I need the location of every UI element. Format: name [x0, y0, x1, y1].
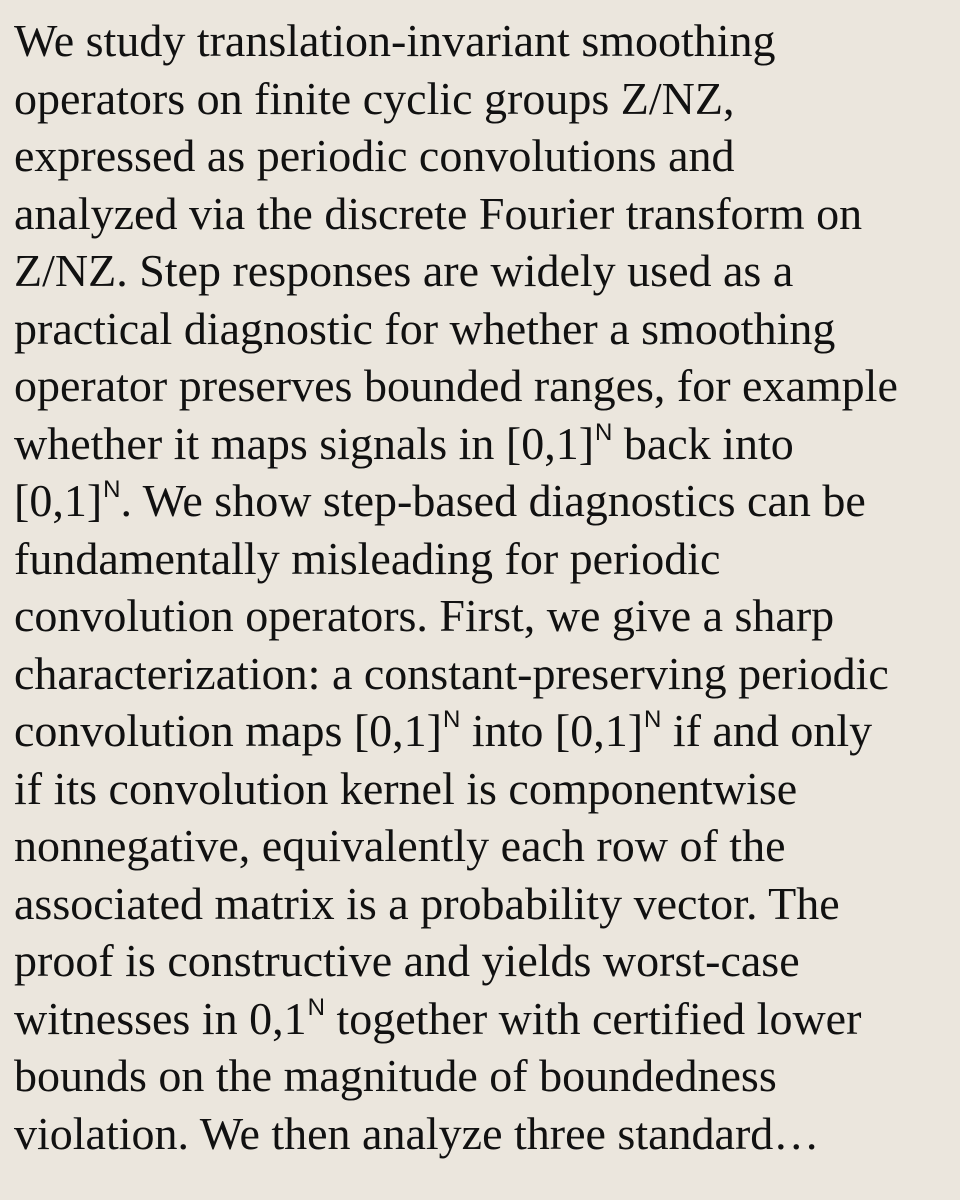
abstract-text: [14, 12, 954, 1162]
superscript: N: [644, 706, 662, 733]
text-line: bounds on the magnitude of boundedness: [14, 1050, 777, 1101]
text-line: witnesses in $0,1^N$ together with certified lower: [14, 992, 862, 1044]
text-line: associated matrix is a probability vector. The: [14, 877, 840, 929]
text-line: convolution operators. First, we give a sharp: [14, 590, 835, 641]
text-line: proof is constructive and yields worst-case: [14, 935, 800, 986]
text-line: practical diagnostic for whether a smoothing: [14, 302, 836, 354]
text-line: $[0,1]^N$. We show step-based diagnostics can be: [14, 475, 866, 526]
text-line: operator preserves bounded ranges, for example: [14, 360, 898, 411]
text-line: violation. We then analyze three standard…: [14, 1107, 820, 1159]
text-line: Z/NZ. Step responses are widely used as a: [14, 245, 794, 296]
text-line: operators on finite cyclic groups Z/NZ,: [14, 72, 735, 124]
superscript: N: [103, 476, 121, 503]
text-line: if its convolution kernel is componentwise: [14, 762, 798, 814]
superscript: N: [307, 993, 325, 1021]
text-line: nonnegative, equivalently each row of the: [14, 820, 786, 871]
text-line: We study translation-invariant smoothing: [14, 15, 776, 66]
superscript: N: [595, 418, 613, 446]
text-line: analyzed via the discrete Fourier transform on: [14, 187, 863, 239]
text-line: expressed as periodic convolutions and: [14, 130, 735, 181]
superscript: N: [443, 706, 461, 733]
text-line: convolution maps $[0,1]^N$ into $[0,1]^N$ if and only: [14, 705, 873, 756]
text-line: characterization: a constant-preserving periodic: [14, 647, 889, 699]
text-line: whether it maps signals in $[0,1]^N$ back into: [14, 417, 794, 469]
text-line: fundamentally misleading for periodic: [14, 532, 721, 584]
